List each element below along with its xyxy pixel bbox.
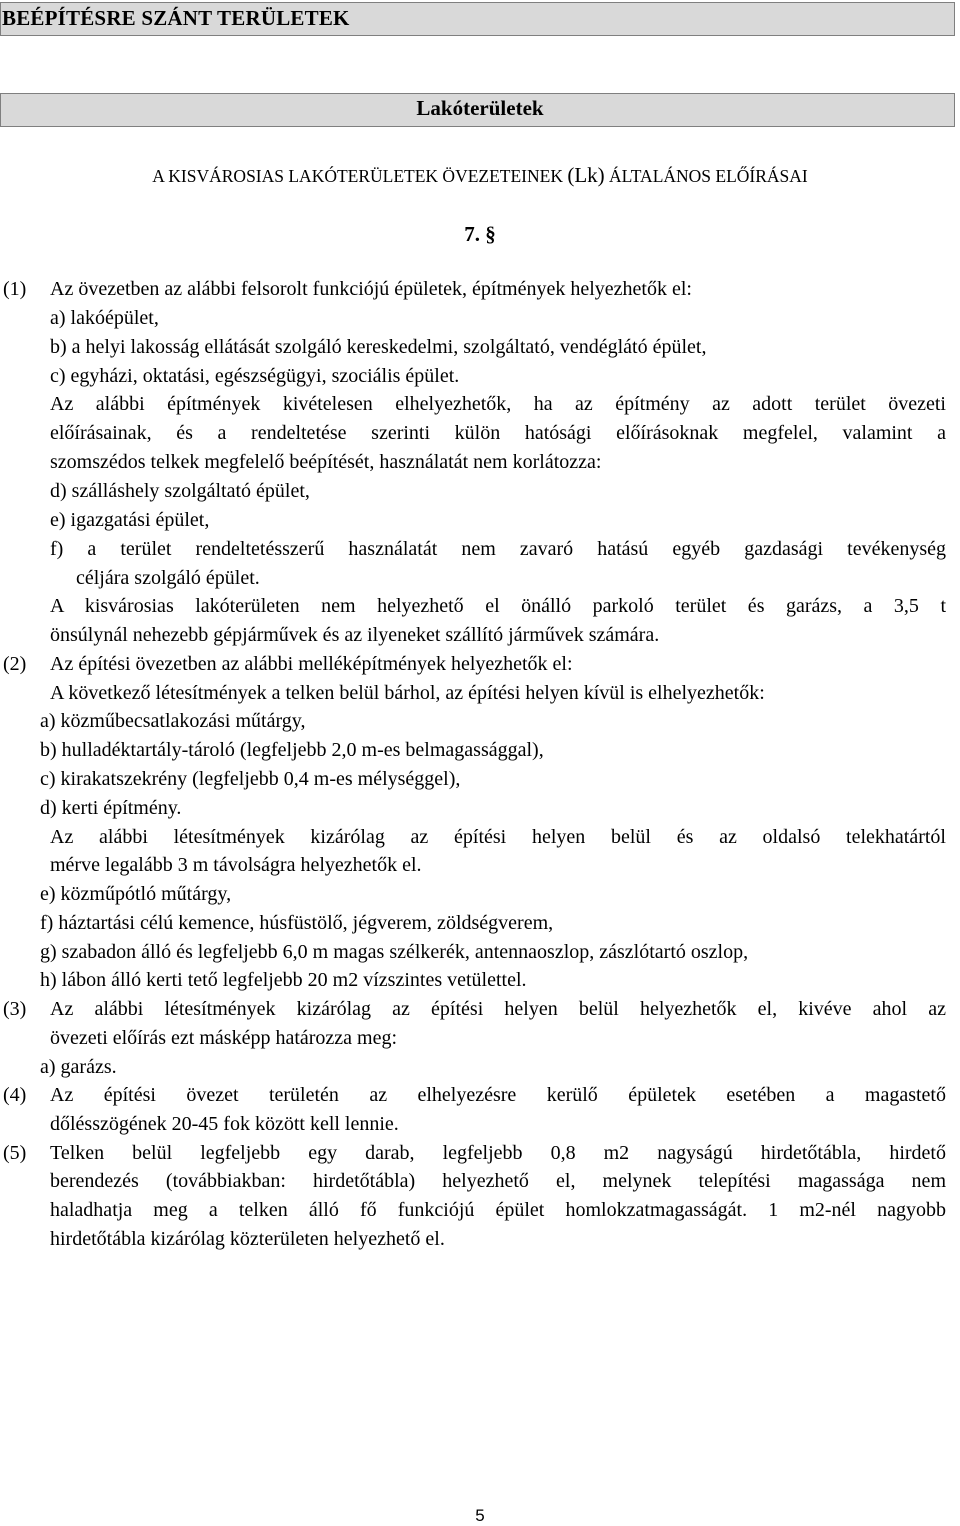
list-item: f) háztartási célú kemence, húsfüstölő, jégverem, zöldségverem, [40,912,554,934]
section-number: (4) [3,1084,27,1106]
section-title: BEÉPÍTÉSRE SZÁNT TERÜLETEK [2,6,350,30]
list-item: c) kirakatszekrény (legfeljebb 0,4 m-es mélységgel), [40,768,461,790]
section-intro: Az építési övezetben az alábbi melléképítmények helyezhetők el: [50,653,573,675]
zone-heading-text-end: ÁLTALÁNOS ELŐÍRÁSAI [604,166,808,186]
list-item: c) egyházi, oktatási, egészségügyi, szociális épület. [50,365,460,387]
list-item: b) a helyi lakosság ellátását szolgáló kereskedelmi, szolgáltató, vendéglátó épület, [50,336,707,358]
paragraph-line: A következő létesítmények a telken belül bárhol, az építési helyen kívül is elhelyezhetők: [50,682,765,704]
paragraph-line: Az építési övezet területén az elhelyezésre kerülő épületek esetében a magastető [50,1084,946,1106]
list-item: g) szabadon álló és legfeljebb 6,0 m magas szélkerék, antennaoszlop, zászlótartó oszlop, [40,941,749,963]
list-item: d) kerti építmény. [40,797,182,819]
paragraph-line: önsúlynál nehezebb gépjárművek és az ilyeneket szállító járművek számára. [50,624,660,646]
list-item: f) a terület rendeltetésszerű használatát nem zavaró hatású egyéb gazdasági tevékenység [50,538,946,560]
list-item: h) lábon álló kerti tető legfeljebb 20 m2 vízszintes vetülettel. [40,969,527,991]
paragraph-line: övezeti előírás ezt másképp határozza meg: [50,1027,398,1049]
paragraph-line: Az alábbi létesítmények kizárólag az építési helyen belül helyezhetők el, kivéve ahol az [50,998,946,1020]
section-intro: Az övezetben az alábbi felsorolt funkciójú épületek, építmények helyezhetők el: [50,278,692,300]
list-item: a) közműbecsatlakozási műtárgy, [40,710,306,732]
paragraph-line: szomszédos telkek megfelelő beépítését, használatát nem korlátozza: [50,451,602,473]
section-number: (5) [3,1142,27,1164]
paragraph-line: haladhatja meg a telken álló fő funkciójú épület homlokzatmagasságát. 1 m2-nél nagyobb [50,1199,946,1221]
paragraph-line: mérve legalább 3 m távolságra helyezhetők el. [50,854,422,876]
zone-code: (Lk) [567,163,605,187]
list-item: a) lakóépület, [50,307,159,329]
paragraph-line: Az alábbi létesítmények kizárólag az építési helyen belül és az oldalsó telekhatártól [50,826,946,848]
section-number: (3) [3,998,27,1020]
list-item: e) közműpótló műtárgy, [40,883,232,905]
section-number: (2) [3,653,27,675]
paragraph-line: berendezés (továbbiakban: hirdetőtábla) helyezhető el, melynek telepítési magassága nem [50,1170,946,1192]
paragraph-line: dőlésszögének 20-45 fok között kell lennie. [50,1113,399,1135]
paragraph-line: hirdetőtábla kizárólag közterületen helyezhető el. [50,1228,445,1250]
paragraph-line: Az alábbi építmények kivételesen elhelyezhetők, ha az építmény az adott terület övezeti [50,393,946,415]
paragraph-number: 7. § [464,222,496,246]
paragraph-line: A kisvárosias lakóterületen nem helyezhető el önálló parkoló terület és garázs, a 3,5 t [50,595,946,617]
subsection-title: Lakóterületek [416,96,544,120]
zone-heading [0,163,960,188]
list-item: d) szálláshely szolgáltató épület, [50,480,310,502]
paragraph-line: előírásainak, és a rendeltetése szerinti külön hatósági előírásoknak megfelel, valamint a [50,422,946,444]
list-item: b) hulladéktartály-tároló (legfeljebb 2,0 m-es belmagassággal), [40,739,544,761]
list-item: e) igazgatási épület, [50,509,210,531]
page-number: 5 [475,1506,485,1525]
list-item: a) garázs. [40,1056,117,1078]
section-number: (1) [3,278,27,300]
paragraph-line: Telken belül legfeljebb egy darab, legfeljebb 0,8 m2 nagyságú hirdetőtábla, hirdető [50,1142,946,1164]
zone-heading-text: A KISVÁROSIAS LAKÓTERÜLETEK ÖVEZETEINEK [152,166,568,186]
list-item-continuation: céljára szolgáló épület. [76,567,260,589]
